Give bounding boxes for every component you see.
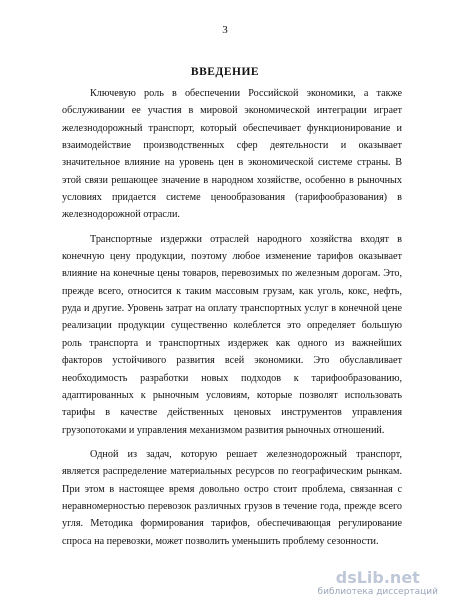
watermark-logo (318, 569, 438, 598)
paragraph-2: Транспортные издержки отраслей народного хозяйства входят в конечную цену продукции, поэтому любое изменение тарифов оказывает влияние на конечные цены товаров, перевозимых по железным дорогам. Это, прежде всего, относится к таким массовым грузам, как уголь, кокс, нефть, руда и другие. Уровень затрат на оплату транспортных услуг в конечной цене реализации продукции существенно колеблется это определяет большую роль транспорта и транспортных издержек как одного из важнейших факторов устойчивого развития всей экономики. Это обуславливает необходимость разработки новых подходов к тарифообразованию, адаптированных к рыночным условиям, которые позволят использовать тарифы в качестве действенных ценовых инструментов управления грузопотоками и управления механизмом развития рыночных отношений. (62, 233, 402, 436)
watermark-site: dsLib.net (335, 568, 420, 587)
document-body (62, 85, 402, 557)
watermark-caption: библиотека диссертаций (317, 587, 438, 597)
paragraph-3: Одной из задач, которую решает железнодорожный транспорт, является распределение материальных ресурсов по географическим рынкам. При этом в настоящее время довольно остро стоит проблема, связанная с неравномерностью перевозок различных грузов в течение года, прежде всего угля. Методика формирования тарифов, обеспечивающая регулирование спроса на перевозки, может позволить уменьшить проблему сезонности. (62, 448, 402, 547)
page-number: 3 (222, 24, 228, 36)
paragraph-1: Ключевую роль в обеспечении Российской экономики, а также обслуживании ее участия в мировой экономической интеграции играет железнодорожный транспорт, который обеспечивает функционирование и взаимодействие производственных сфер деятельности и оказывает значительное влияние на уровень цен в экономической системе страны. В этой связи решающее значение в народном хозяйстве, особенно в рыночных условиях придается системе ценообразования (тарифообразования) в железнодорожной отрасли. (62, 88, 402, 221)
section-title: ВВЕДЕНИЕ (190, 66, 260, 78)
